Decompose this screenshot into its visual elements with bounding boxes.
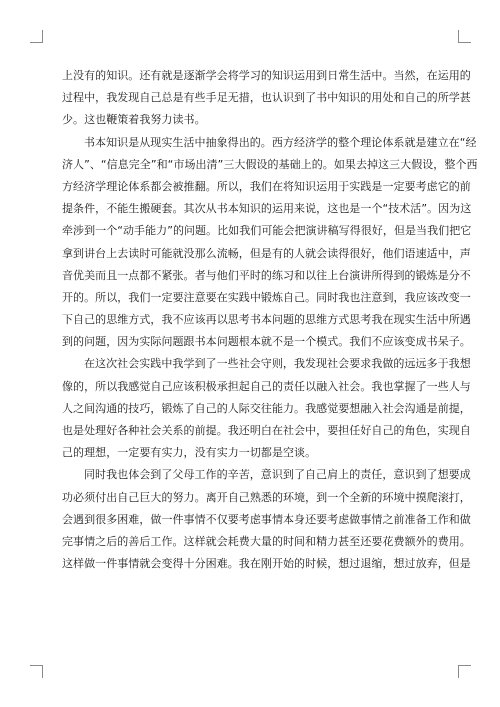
crop-mark-bottom-right xyxy=(458,665,471,678)
text-line: 音优美而且一点都不紧张。者与他们平时的练习和以往上台演讲所得到的锻炼是分不 xyxy=(62,268,471,282)
text-line: 济人”、“信息完全”和“市场出清”三大假设的基础上的。如果去掉这三大假设，整个西 xyxy=(62,157,478,171)
text-line: 书本知识是从现实生活中抽象得出的。西方经济学的整个理论体系就是建立在“经 xyxy=(84,135,477,149)
text-line: 到的问题，因为实际问题跟书本问题根本就不是一个模式。我们不应该变成书呆子。 xyxy=(62,335,471,349)
crop-mark-top-right xyxy=(458,30,471,43)
text-line: 牵涉到一个“动手能力”的问题。比如我们可能会把演讲稿写得很好，但是当我们把它 xyxy=(62,224,472,238)
text-line: 过程中，我发现自己总是有些手足无措，也认识到了书中知识的用处和自己的所学甚 xyxy=(62,91,471,105)
text-line: 上没有的知识。还有就是逐渐学会将学习的知识运用到日常生活中。当然，在运用的 xyxy=(62,69,471,82)
text-line: 少。这也鞭策着我努力读书。 xyxy=(62,113,206,127)
crop-mark-bottom-left xyxy=(30,665,43,678)
text-line: 提条件，不能生搬硬套。其次从书本知识的运用来说，这也是一个“技术活”。因为这 xyxy=(62,202,472,216)
text-line: 在这次社会实践中我学到了一些社会守则，我发现社会要求我做的远远多于我想 xyxy=(84,357,471,371)
text-line: 开的。所以，我们一定要注意要在实践中锻炼自己。同时我也注意到，我应该改变一 xyxy=(62,290,471,304)
text-line: 人之间沟通的技巧，锻炼了自己的人际交往能力。我感觉要想融入社会沟通是前提， xyxy=(62,401,471,415)
text-line: 功必须付出自己巨大的努力。离开自己熟悉的环境，到一个全新的环境中摸爬滚打， xyxy=(62,490,471,504)
document-body xyxy=(62,65,478,575)
text-line: 像的，所以我感觉自己应该积极承担起自己的责任以融入社会。我也掌握了一些人与 xyxy=(62,379,471,393)
text-line: 也是处理好各种社会关系的前提。我还明白在社会中，要担任好自己的角色，实现自 xyxy=(62,424,471,437)
crop-mark-top-left xyxy=(30,30,43,43)
text-line: 方经济学理论体系都会被推翻。所以，我们在将知识运用于实践是一定要考虑它的前 xyxy=(62,179,471,193)
text-line: 这样做一件事情就会变得十分困难。我在刚开始的时候，想过退缩，想过放弃，但是 xyxy=(62,557,471,571)
text-line: 拿到讲台上去读时可能就没那么流畅，但是有的人就会读得很好，他们语速适中，声 xyxy=(62,246,471,260)
text-line: 完事情之后的善后工作。这样就会耗费大量的时间和精力甚至还要花费额外的费用。 xyxy=(62,534,471,548)
text-line: 会遇到很多困难，做一件事情不仅要考虑事情本身还要考虑做事情之前准备工作和做 xyxy=(62,512,471,526)
text-line: 己的理想，一定要有实力，没有实力一切都是空谈。 xyxy=(62,446,317,460)
text-line: 下自己的思维方式，我不应该再以思考书本问题的思维方式思考我在现实生活中所遇 xyxy=(62,313,471,327)
text-line: 同时我也体会到了父母工作的辛苦，意识到了自己肩上的责任，意识到了想要成 xyxy=(84,468,471,482)
